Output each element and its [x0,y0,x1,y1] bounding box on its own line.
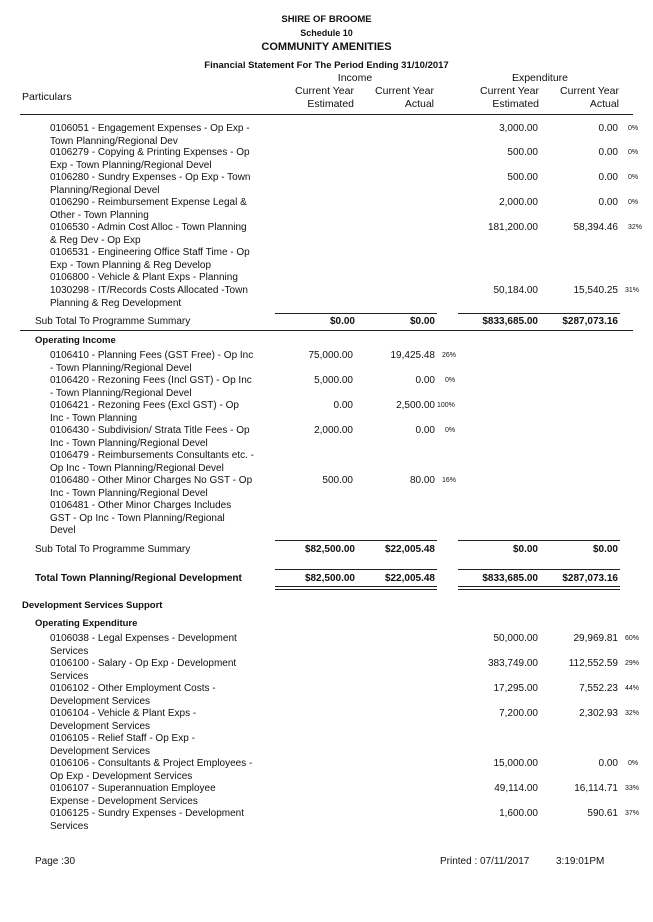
row-text: 0106105 - Relief Staff - Op Exp - Development Services [50,733,195,757]
exp-act: 58,394.46 [573,222,618,233]
total-double-rule-expenditure [458,586,620,590]
total-inc-est: $82,500.00 [304,573,355,584]
row-text: 0106106 - Consultants & Project Employees - Op Exp - Development Services [50,758,253,782]
subtotal-exp-est: $0.00 [512,544,538,555]
subtotal-rule-expenditure [458,540,620,541]
expenditure-header: Expenditure [511,72,569,84]
row-text: 0106051 - Engagement Expenses - Op Exp - Town Planning/Regional Dev [50,123,250,147]
income-header: Income [337,72,373,84]
row-text: 0106421 - Rezoning Fees (Excl GST) - Op Inc - Town Planning [50,400,239,424]
exp-pct: 31% [625,287,640,294]
subtotal-inc-est: $0.00 [329,316,355,327]
row-text: 0106038 - Legal Expenses - Development Services [50,633,237,657]
inc-est: 2,000.00 [314,425,353,436]
exp-est: 7,200.00 [499,708,538,719]
row-text: 0106481 - Other Minor Charges Includes GST - Op Inc - Town Planning/Regional Devel [50,500,232,536]
row-text: 0106480 - Other Minor Charges No GST - Op Inc - Town Planning/Regional Devel [50,475,253,499]
exp-est: 15,000.00 [493,758,538,769]
subtotal-label: Sub Total To Programme Summary [35,544,191,555]
row-text: 0106420 - Rezoning Fees (Incl GST) - Op Inc - Town Planning/Regional Devel [50,375,252,399]
row-text: 0106102 - Other Employment Costs - Development Services [50,683,216,707]
exp-act: 590.61 [587,808,618,819]
exp-act: 2,302.93 [579,708,618,719]
inc-est: 5,000.00 [314,375,353,386]
inc-pct: 0% [445,377,456,384]
total-label: Total Town Planning/Regional Development [35,573,242,584]
exp-act: 0.00 [598,147,618,158]
section-operating-expenditure: Operating Expenditure [35,618,138,629]
exp-pct: 32% [625,710,640,717]
exp-act: 112,552.59 [568,658,618,669]
subtotal-rule-income [275,313,437,314]
exp-act: 29,969.81 [573,633,618,644]
exp-pct: 0% [628,174,639,181]
subtotal-inc-act: $0.00 [409,316,435,327]
row-text: 0106107 - Superannuation Employee Expense - Development Services [50,783,216,807]
report-subtitle: Financial Statement For The Period Ending 31/10/2017 [204,60,449,71]
total-double-rule-income [275,586,437,590]
exp-est: 2,000.00 [499,197,538,208]
exp-act: 0.00 [598,197,618,208]
exp-est: 17,295.00 [493,683,538,694]
exp-est: 50,184.00 [493,285,538,296]
total-exp-act: $287,073.16 [562,573,618,584]
exp-act: 0.00 [598,172,618,183]
section-divider [20,330,633,331]
subtotal-label: Sub Total To Programme Summary [35,316,191,327]
inc-est: 75,000.00 [308,350,353,361]
subtotal-exp-act: $0.00 [592,544,618,555]
row-text: 0106104 - Vehicle & Plant Exps - Development Services [50,708,197,732]
exp-est: 49,114.00 [494,783,538,794]
exp-est: 500.00 [507,147,538,158]
row-text: 0106800 - Vehicle & Plant Exps - Planning [50,272,238,283]
income-actual-header: Current Year Actual [375,85,434,110]
inc-pct: 100% [437,402,455,409]
total-inc-act: $22,005.48 [384,573,435,584]
subtotal-exp-act: $287,073.16 [562,316,618,327]
exp-pct: 0% [628,760,639,767]
exp-act: 0.00 [598,123,618,134]
exp-pct: 0% [628,149,639,156]
subtotal-exp-est: $833,685.00 [482,316,538,327]
printed-time: 3:19:01PM [556,856,605,867]
inc-pct: 0% [445,427,456,434]
page-number: Page :30 [35,856,76,867]
exp-est: 383,749.00 [487,658,538,669]
inc-est: 500.00 [322,475,353,486]
row-text: 0106479 - Reimbursements Consultants etc. - Op Inc - Town Planning/Regional Devel [50,450,254,474]
inc-est: 0.00 [333,400,353,411]
subtotal-inc-est: $82,500.00 [304,544,355,555]
exp-pct: 37% [625,810,640,817]
exp-pct: 29% [625,660,640,667]
row-text: 0106430 - Subdivision/ Strata Title Fees - Op Inc - Town Planning/Regional Devel [50,425,250,449]
section-operating-income: Operating Income [35,335,116,346]
exp-act: 16,114.71 [574,783,618,794]
inc-act: 19,425.48 [390,350,435,361]
row-text: 0106410 - Planning Fees (GST Free) - Op Inc - Town Planning/Regional Devel [50,350,254,374]
particulars-header: Particulars [22,91,72,103]
exp-est: 50,000.00 [493,633,538,644]
section-development-services: Development Services Support [22,600,163,611]
row-text: 1030298 - IT/Records Costs Allocated -Town Planning & Reg Development [50,285,248,309]
subtotal-rule-expenditure [458,313,620,314]
exp-pct: 44% [625,685,640,692]
inc-act: 0.00 [415,375,435,386]
subtotal-rule-income [275,540,437,541]
inc-act: 2,500.00 [396,400,435,411]
exp-pct: 0% [628,125,639,132]
row-text: 0106279 - Copying & Printing Expenses - Op Exp - Town Planning/Regional Devel [50,147,250,171]
expenditure-estimated-header: Current Year Estimated [480,85,539,110]
exp-pct: 32% [628,224,643,231]
org-name: SHIRE OF BROOME [281,14,372,25]
exp-est: 181,200.00 [487,222,538,233]
total-rule-income [275,569,437,570]
row-text: 0106530 - Admin Cost Alloc - Town Planning & Reg Dev - Op Exp [50,222,247,246]
subtotal-inc-act: $22,005.48 [384,544,435,555]
exp-pct: 33% [625,785,640,792]
inc-act: 0.00 [415,425,435,436]
exp-act: 7,552.23 [579,683,618,694]
exp-act: 15,540.25 [573,285,618,296]
row-text: 0106100 - Salary - Op Exp - Development Services [50,658,237,682]
printed-date: Printed : 07/11/2017 [440,856,530,867]
exp-pct: 0% [628,199,639,206]
inc-act: 80.00 [409,475,435,486]
header-divider [20,114,633,115]
total-rule-expenditure [458,569,620,570]
total-exp-est: $833,685.00 [482,573,538,584]
inc-pct: 16% [442,477,457,484]
exp-act: 0.00 [598,758,618,769]
inc-pct: 26% [442,352,457,359]
page-title: COMMUNITY AMENITIES [261,41,392,53]
row-text: 0106531 - Engineering Office Staff Time - Op Exp - Town Planning & Reg Develop [50,247,250,271]
row-text: 0106280 - Sundry Expenses - Op Exp - Town Planning/Regional Devel [50,172,251,196]
row-text: 0106125 - Sundry Expenses - Development Services [50,808,245,832]
exp-est: 3,000.00 [499,123,538,134]
exp-est: 500.00 [507,172,538,183]
exp-pct: 60% [625,635,640,642]
row-text: 0106290 - Reimbursement Expense Legal & Other - Town Planning [50,197,247,221]
exp-est: 1,600.00 [499,808,538,819]
schedule-label: Schedule 10 [300,28,353,38]
income-estimated-header: Current Year Estimated [295,85,354,110]
expenditure-actual-header: Current Year Actual [560,85,619,110]
